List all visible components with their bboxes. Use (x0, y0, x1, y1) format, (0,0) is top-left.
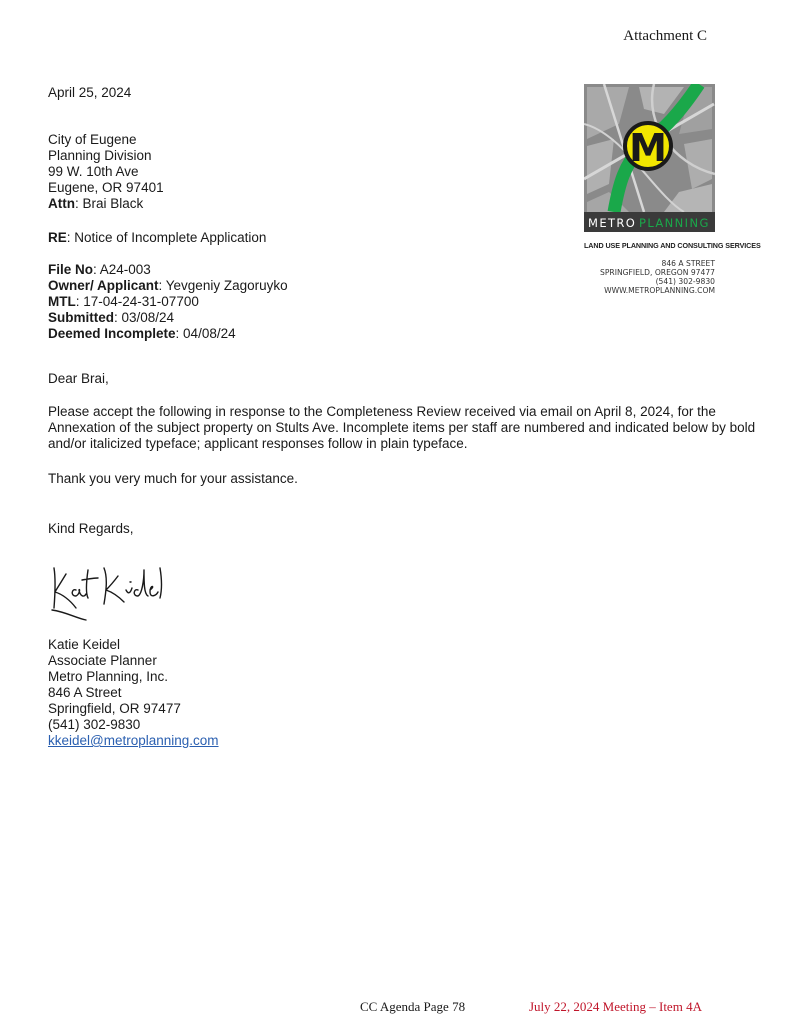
handwritten-signature (46, 560, 166, 626)
body-paragraph-2: Thank you very much for your assistance. (48, 471, 298, 486)
mtl-value: : 17-04-24-31-07700 (75, 294, 199, 309)
brand-planning: PLANNING (639, 216, 710, 230)
recipient-line: Eugene, OR 97401 (48, 180, 164, 195)
owner-label: Owner/ Applicant (48, 278, 159, 293)
recipient-address (48, 132, 164, 212)
file-info (48, 262, 288, 342)
logo-address-line: WWW.METROPLANNING.COM (604, 286, 715, 295)
letter-date: April 25, 2024 (48, 85, 132, 100)
attn-label: Attn (48, 196, 75, 211)
submitted-label: Submitted (48, 310, 114, 325)
brand-metro: METRO (588, 216, 637, 230)
logo-address (584, 259, 715, 295)
salutation: Dear Brai, (48, 371, 109, 386)
attachment-label: Attachment C (623, 28, 707, 44)
file-no-label: File No (48, 262, 94, 277)
signer-company: Metro Planning, Inc. (48, 669, 169, 684)
logo-address-line: (541) 302-9830 (655, 277, 715, 286)
signer-city: Springfield, OR 97477 (48, 701, 181, 716)
closing: Kind Regards, (48, 521, 134, 536)
body-paragraph-1: Please accept the following in response to the Completeness Review received via email on April 8, 2024, for the Annexation of the subject property on Stults Ave. Incomplete items per staff are numbered and indicated below by bold and/or italicized typeface; applicant responses follow in plain typeface. (48, 404, 756, 451)
logo-letter: M (629, 126, 667, 170)
footer-meeting: July 22, 2024 Meeting – Item 4A (529, 999, 702, 1014)
recipient-line: City of Eugene (48, 132, 137, 147)
signer-title: Associate Planner (48, 653, 157, 668)
re-value: : Notice of Incomplete Application (66, 230, 267, 245)
logo-address-line: SPRINGFIELD, OREGON 97477 (600, 268, 715, 277)
logo-address-line: 846 A STREET (661, 259, 715, 268)
footer-page-number: CC Agenda Page 78 (360, 999, 466, 1014)
attn-value: : Brai Black (75, 196, 144, 211)
logo-tagline: LAND USE PLANNING AND CONSULTING SERVICES (584, 241, 761, 250)
owner-value: : Yevgeniy Zagoruyko (158, 278, 288, 293)
deemed-label: Deemed Incomplete (48, 326, 176, 341)
signer-phone: (541) 302-9830 (48, 717, 141, 732)
mtl-label: MTL (48, 294, 76, 309)
signer-email-link[interactable]: kkeidel@metroplanning.com (48, 733, 219, 748)
signer-block (48, 637, 219, 749)
signature-graphic (46, 560, 166, 622)
deemed-value: : 04/08/24 (175, 326, 236, 341)
signer-name: Katie Keidel (48, 637, 121, 652)
recipient-line: 99 W. 10th Ave (48, 164, 139, 179)
metro-planning-logo (584, 84, 761, 295)
re-line (48, 230, 266, 246)
recipient-line: Planning Division (48, 148, 152, 163)
re-label: RE (48, 230, 67, 245)
file-no-value: : A24-003 (93, 262, 151, 277)
submitted-value: : 03/08/24 (114, 310, 175, 325)
signer-street: 846 A Street (48, 685, 122, 700)
map-logo-graphic (584, 84, 715, 232)
attn-line (48, 196, 164, 212)
